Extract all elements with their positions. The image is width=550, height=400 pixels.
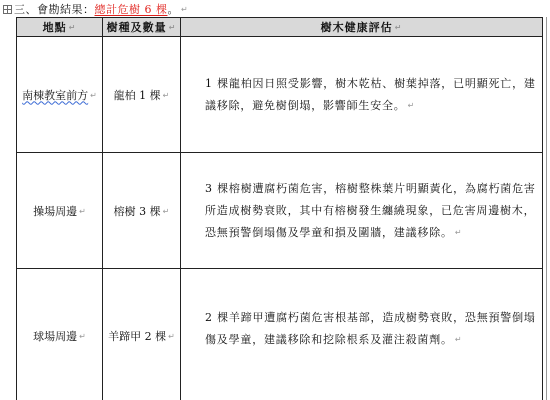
- cell-mark-icon: ↵: [168, 23, 177, 32]
- section-heading: [14, 2, 188, 18]
- header-assessment: 樹木健康評估 ↵: [181, 18, 543, 37]
- cell-mark-icon: ↵: [90, 90, 97, 100]
- heading-prefix: 三、會勘結果：: [14, 3, 95, 16]
- cell-species: 榕樹 3 棵 ↵: [103, 153, 181, 269]
- heading-highlight: 總計危樹 6 棵: [94, 3, 168, 16]
- header-species: 樹種及數量 ↵: [103, 18, 181, 37]
- cell-mark-icon: ↵: [162, 90, 170, 100]
- page-margin-line: [546, 17, 547, 400]
- table-row: [17, 269, 543, 400]
- heading-suffix: 。: [167, 3, 179, 16]
- cell-mark-icon: ↵: [79, 332, 86, 341]
- cell-location: 操場周邊 ↵: [17, 153, 103, 269]
- cell-assessment: 2 棵羊蹄甲遭腐朽菌危害根基部，造成樹勢衰敗，恐無預警倒塌傷及學童，建議移除和挖除根系及灌注殺菌劑。 ↵: [181, 269, 543, 400]
- cell-location: 南棟教室前方 ↵: [17, 37, 103, 153]
- cell-mark-icon: ↵: [454, 227, 463, 237]
- cell-species: 龍柏 1 棵 ↵: [103, 37, 181, 153]
- table-row: [17, 37, 543, 153]
- cell-assessment: 3 棵榕樹遭腐朽菌危害，榕樹整株葉片明顯黃化，為腐朽菌危害所造成樹勢衰敗，其中有榕樹發生纏繞現象，已危害周邊樹木，恐無預警倒塌傷及學童和損及圍牆，建議移除。 ↵: [181, 153, 543, 269]
- cell-mark-icon: ↵: [162, 206, 170, 216]
- cell-mark-icon: ↵: [394, 23, 403, 32]
- cell-mark-icon: ↵: [454, 335, 463, 344]
- table-header-row: [17, 18, 543, 37]
- cell-mark-icon: ↵: [68, 23, 77, 32]
- table-move-handle-icon[interactable]: [3, 5, 12, 14]
- cell-assessment: 1 棵龍柏因日照受影響，樹木乾枯、樹葉掉落，已明顯死亡，建議移除，避免樹倒塌，影響師生安全。 ↵: [181, 37, 543, 153]
- cell-species: 羊蹄甲 2 棵 ↵: [103, 269, 181, 400]
- results-table: [16, 17, 543, 400]
- paragraph-mark-icon: ↵: [181, 5, 189, 14]
- header-location: 地點 ↵: [17, 18, 103, 37]
- cell-mark-icon: ↵: [79, 206, 86, 216]
- cell-location: 球場周邊 ↵: [17, 269, 103, 400]
- cell-mark-icon: ↵: [168, 332, 175, 341]
- table-row: [17, 153, 543, 269]
- cell-mark-icon: ↵: [407, 100, 416, 110]
